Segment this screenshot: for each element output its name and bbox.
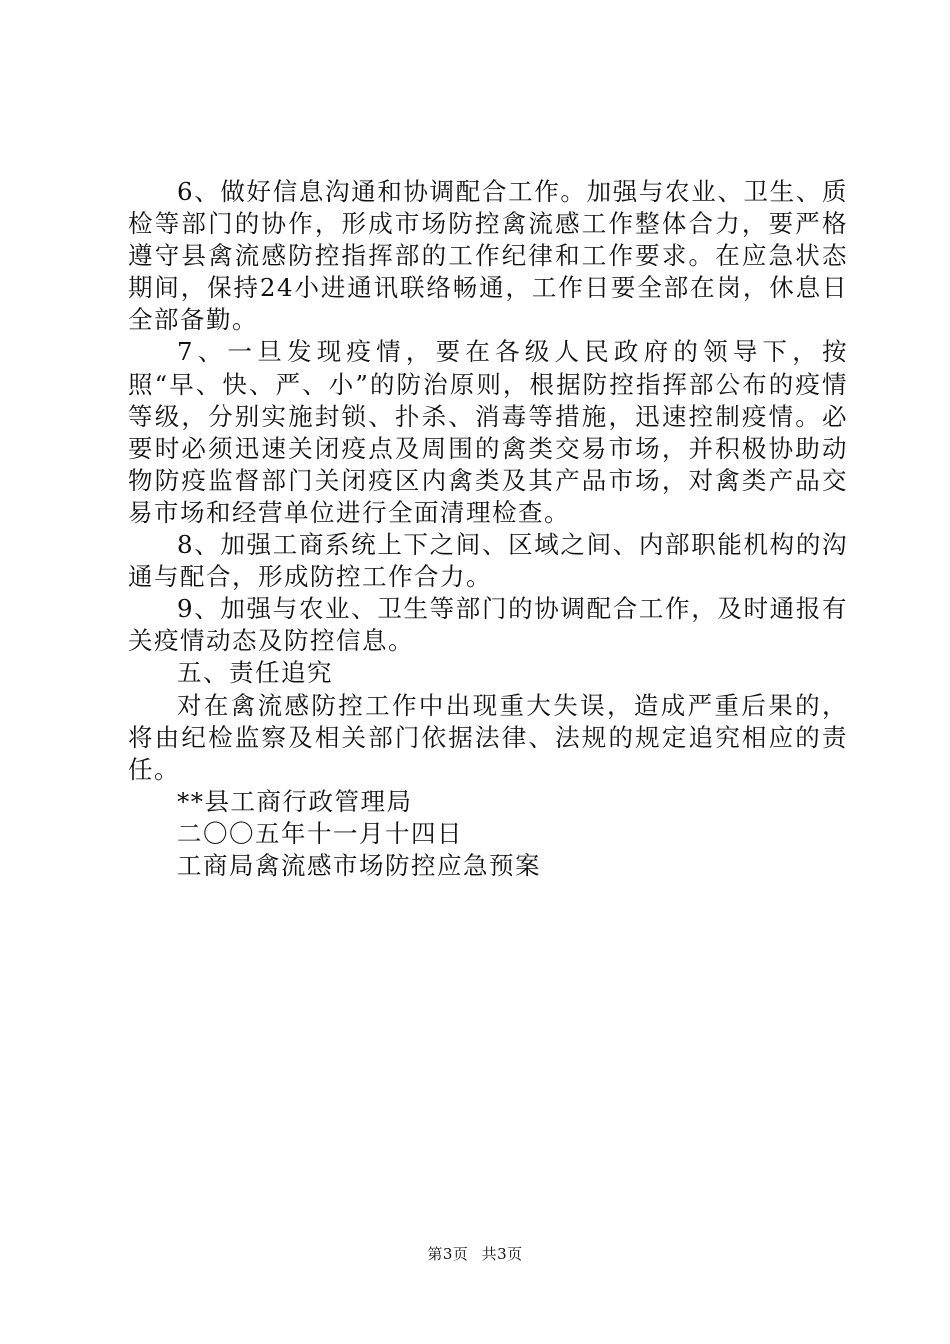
section-heading: 五、责任追究 — [177, 658, 333, 688]
paragraph-9: 9、加强与农业、卫生等部门的协调配合工作，及时通报有关疫情动态及防控信息。 — [128, 594, 848, 656]
section-paragraph: 对在禽流感防控工作中出现重大失误，造成严重后果的，将由纪检监察及相关部门依据法律、法规的规定追究相应的责任。 — [128, 690, 848, 784]
page-number: 第3页 — [427, 1245, 469, 1263]
signature-organization: **县工商行政管理局 — [177, 786, 413, 816]
paragraph-7: 7、一旦发现疫情，要在各级人民政府的领导下，按照“早、快、严、小”的防治原则，根据防控指挥部公布的疫情等级，分别实施封锁、扑杀、消毒等措施，迅速控制疫情。必要时必须迅速关闭疫点及周围的禽类交易市场，并积极协助动物防疫监督部门关闭疫区内禽类及其产品市场，对禽类产品交易市场和经营单位进行全面清理检查。 — [128, 337, 848, 527]
document-title-line: 工商局禽流感市场防控应急预案 — [177, 850, 541, 880]
page-total: 共3页 — [481, 1245, 523, 1263]
signature-date: 二〇〇五年十一月十四日 — [177, 818, 463, 848]
document-body — [128, 176, 848, 882]
paragraph-8: 8、加强工商系统上下之间、区域之间、内部职能机构的沟通与配合，形成防控工作合力。 — [128, 530, 848, 592]
paragraph-6: 6、做好信息沟通和协调配合工作。加强与农业、卫生、质检等部门的协作，形成市场防控禽流感工作整体合力，要严格遵守县禽流感防控指挥部的工作纪律和工作要求。在应急状态期间，保持24小进通讯联络畅通，工作日要全部在岗，休息日全部备勤。 — [128, 177, 848, 335]
page-footer — [0, 1244, 950, 1264]
